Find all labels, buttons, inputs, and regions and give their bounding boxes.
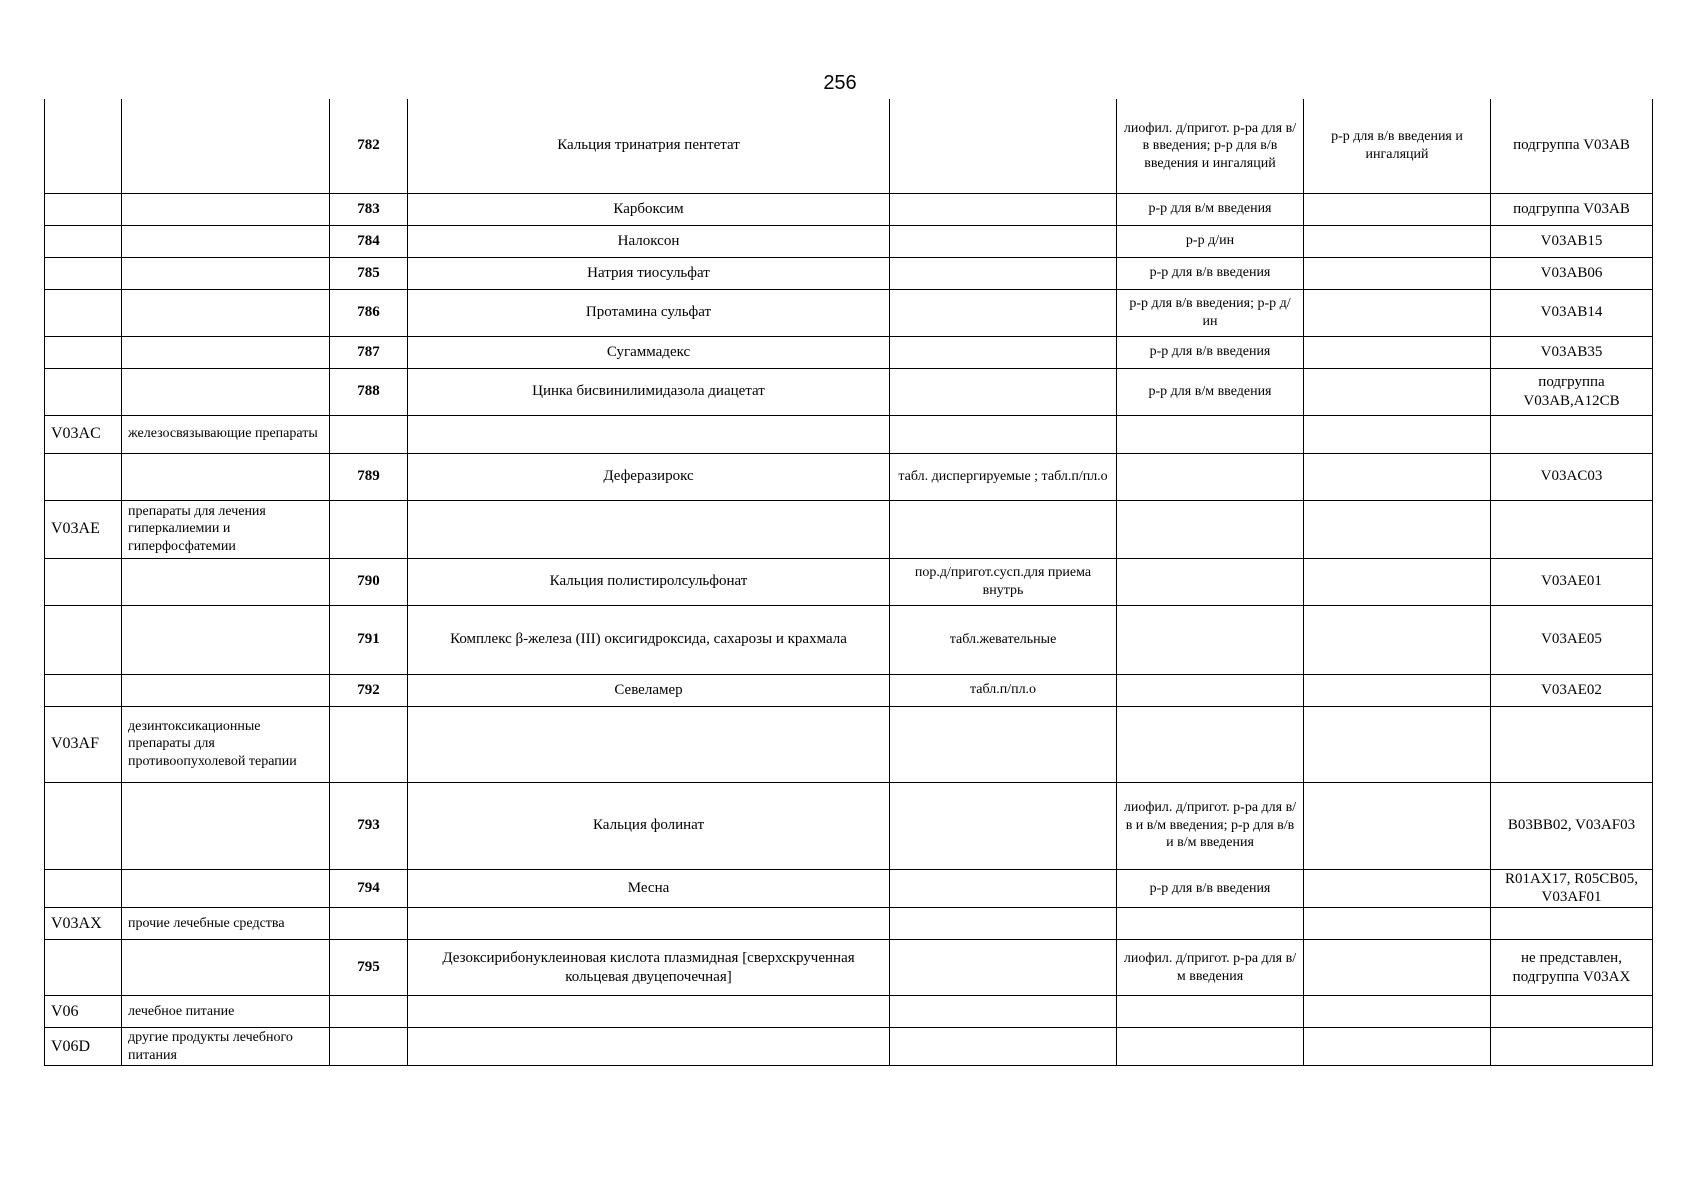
atc-code bbox=[1491, 500, 1653, 558]
table-row bbox=[45, 1028, 1653, 1066]
atc-group-name: дезинтоксикационные препараты для противоопухолевой терапии bbox=[122, 706, 330, 782]
atc-code: V03AE02 bbox=[1491, 674, 1653, 706]
drug-name: Кальция тринатрия пентетат bbox=[408, 99, 890, 193]
table-row bbox=[45, 193, 1653, 225]
atc-group-code bbox=[45, 605, 122, 674]
drug-name bbox=[408, 1028, 890, 1066]
dosage-form-3 bbox=[1304, 558, 1491, 605]
atc-group-name bbox=[122, 558, 330, 605]
atc-group-name: препараты для лечения гиперкалиемии и гиперфосфатемии bbox=[122, 500, 330, 558]
dosage-form-3 bbox=[1304, 415, 1491, 453]
item-number: 785 bbox=[330, 257, 408, 289]
atc-code: подгруппа V03AB bbox=[1491, 193, 1653, 225]
dosage-form bbox=[890, 289, 1117, 336]
atc-group-name: другие продукты лечебного питания bbox=[122, 1028, 330, 1066]
page-number: 256 bbox=[823, 72, 857, 94]
atc-code bbox=[1491, 706, 1653, 782]
atc-group-code bbox=[45, 225, 122, 257]
atc-group-code bbox=[45, 289, 122, 336]
drug-name: Кальция полистиролсульфонат bbox=[408, 558, 890, 605]
dosage-form bbox=[890, 99, 1117, 193]
dosage-form-2 bbox=[1117, 908, 1304, 940]
item-number bbox=[330, 1028, 408, 1066]
dosage-form-2 bbox=[1117, 1028, 1304, 1066]
dosage-form-3 bbox=[1304, 940, 1491, 996]
table-row bbox=[45, 706, 1653, 782]
atc-group-name bbox=[122, 225, 330, 257]
table-row bbox=[45, 500, 1653, 558]
dosage-form-2 bbox=[1117, 674, 1304, 706]
drug-name: Севеламер bbox=[408, 674, 890, 706]
table-row bbox=[45, 782, 1653, 869]
dosage-form-3 bbox=[1304, 908, 1491, 940]
dosage-form-2: р-р для в/в введения bbox=[1117, 257, 1304, 289]
dosage-form-3 bbox=[1304, 605, 1491, 674]
drug-name: Натрия тиосульфат bbox=[408, 257, 890, 289]
dosage-form bbox=[890, 415, 1117, 453]
dosage-form bbox=[890, 225, 1117, 257]
dosage-form bbox=[890, 782, 1117, 869]
dosage-form-3 bbox=[1304, 453, 1491, 500]
dosage-form-2: р-р для в/в введения; р-р д/ин bbox=[1117, 289, 1304, 336]
dosage-form-3 bbox=[1304, 225, 1491, 257]
table-row bbox=[45, 336, 1653, 368]
item-number: 788 bbox=[330, 368, 408, 415]
atc-code: R01AX17, R05CB05, V03AF01 bbox=[1491, 869, 1653, 908]
dosage-form-2 bbox=[1117, 453, 1304, 500]
drug-table bbox=[44, 99, 1653, 1066]
atc-group-name bbox=[122, 674, 330, 706]
dosage-form-2 bbox=[1117, 605, 1304, 674]
dosage-form: табл.жевательные bbox=[890, 605, 1117, 674]
dosage-form bbox=[890, 257, 1117, 289]
dosage-form: пор.д/пригот.сусп.для приема внутрь bbox=[890, 558, 1117, 605]
atc-group-name: железосвязывающие препараты bbox=[122, 415, 330, 453]
atc-group-code: V06 bbox=[45, 996, 122, 1028]
dosage-form-3 bbox=[1304, 674, 1491, 706]
item-number bbox=[330, 415, 408, 453]
table-row bbox=[45, 368, 1653, 415]
table-row bbox=[45, 605, 1653, 674]
atc-group-code bbox=[45, 674, 122, 706]
atc-group-name bbox=[122, 782, 330, 869]
dosage-form bbox=[890, 869, 1117, 908]
dosage-form-2 bbox=[1117, 558, 1304, 605]
atc-group-code: V03AE bbox=[45, 500, 122, 558]
atc-group-code bbox=[45, 869, 122, 908]
item-number: 791 bbox=[330, 605, 408, 674]
atc-group-code bbox=[45, 453, 122, 500]
drug-name bbox=[408, 500, 890, 558]
dosage-form-2 bbox=[1117, 415, 1304, 453]
atc-code: V03AC03 bbox=[1491, 453, 1653, 500]
atc-code: B03BB02, V03AF03 bbox=[1491, 782, 1653, 869]
item-number: 793 bbox=[330, 782, 408, 869]
atc-code bbox=[1491, 996, 1653, 1028]
atc-group-name bbox=[122, 869, 330, 908]
atc-code: подгруппа V03AB bbox=[1491, 99, 1653, 193]
item-number: 784 bbox=[330, 225, 408, 257]
dosage-form-3 bbox=[1304, 336, 1491, 368]
atc-group-name bbox=[122, 605, 330, 674]
item-number: 792 bbox=[330, 674, 408, 706]
atc-code bbox=[1491, 908, 1653, 940]
drug-name: Месна bbox=[408, 869, 890, 908]
table-row bbox=[45, 99, 1653, 193]
dosage-form bbox=[890, 706, 1117, 782]
table-row bbox=[45, 289, 1653, 336]
dosage-form-2: лиофил. д/пригот. р-ра для в/м введения bbox=[1117, 940, 1304, 996]
drug-name: Налоксон bbox=[408, 225, 890, 257]
dosage-form: табл. диспергируемые ; табл.п/пл.о bbox=[890, 453, 1117, 500]
atc-group-code bbox=[45, 368, 122, 415]
dosage-form bbox=[890, 1028, 1117, 1066]
atc-group-code: V03AX bbox=[45, 908, 122, 940]
dosage-form bbox=[890, 908, 1117, 940]
atc-code: V03AE05 bbox=[1491, 605, 1653, 674]
atc-group-name bbox=[122, 336, 330, 368]
dosage-form bbox=[890, 996, 1117, 1028]
dosage-form-3 bbox=[1304, 869, 1491, 908]
table-row bbox=[45, 225, 1653, 257]
atc-group-code bbox=[45, 336, 122, 368]
dosage-form-3 bbox=[1304, 500, 1491, 558]
atc-code: V03AB06 bbox=[1491, 257, 1653, 289]
table-row bbox=[45, 674, 1653, 706]
dosage-form-2 bbox=[1117, 500, 1304, 558]
dosage-form-3: р-р для в/в введения и ингаляций bbox=[1304, 99, 1491, 193]
atc-group-name bbox=[122, 99, 330, 193]
drug-name: Дезоксирибонуклеиновая кислота плазмидная [сверхскрученная кольцевая двуцепочечная] bbox=[408, 940, 890, 996]
drug-name bbox=[408, 706, 890, 782]
item-number: 795 bbox=[330, 940, 408, 996]
dosage-form-3 bbox=[1304, 368, 1491, 415]
dosage-form-3 bbox=[1304, 193, 1491, 225]
item-number bbox=[330, 996, 408, 1028]
table-row bbox=[45, 940, 1653, 996]
atc-group-name bbox=[122, 940, 330, 996]
atc-group-name: прочие лечебные средства bbox=[122, 908, 330, 940]
dosage-form-2: р-р д/ин bbox=[1117, 225, 1304, 257]
atc-group-name bbox=[122, 368, 330, 415]
table-row bbox=[45, 453, 1653, 500]
item-number: 789 bbox=[330, 453, 408, 500]
dosage-form-2: р-р для в/м введения bbox=[1117, 193, 1304, 225]
table-row bbox=[45, 908, 1653, 940]
atc-code bbox=[1491, 1028, 1653, 1066]
dosage-form-2: р-р для в/в введения bbox=[1117, 336, 1304, 368]
item-number: 783 bbox=[330, 193, 408, 225]
dosage-form bbox=[890, 500, 1117, 558]
atc-group-code: V03AF bbox=[45, 706, 122, 782]
drug-name bbox=[408, 908, 890, 940]
dosage-form bbox=[890, 336, 1117, 368]
dosage-form-3 bbox=[1304, 996, 1491, 1028]
atc-group-name bbox=[122, 193, 330, 225]
drug-name: Цинка бисвинилимидазола диацетат bbox=[408, 368, 890, 415]
table-row bbox=[45, 558, 1653, 605]
atc-code: V03AB15 bbox=[1491, 225, 1653, 257]
table-row bbox=[45, 996, 1653, 1028]
dosage-form-2: р-р для в/в введения bbox=[1117, 869, 1304, 908]
atc-group-code: V06D bbox=[45, 1028, 122, 1066]
table-body bbox=[45, 99, 1653, 1066]
item-number: 790 bbox=[330, 558, 408, 605]
drug-name: Карбоксим bbox=[408, 193, 890, 225]
drug-name: Деферазирокс bbox=[408, 453, 890, 500]
item-number bbox=[330, 500, 408, 558]
atc-group-code bbox=[45, 99, 122, 193]
atc-code: V03AB14 bbox=[1491, 289, 1653, 336]
dosage-form-3 bbox=[1304, 782, 1491, 869]
atc-code bbox=[1491, 415, 1653, 453]
dosage-form-2: лиофил. д/пригот. р-ра для в/в и в/м введения; р-р для в/в и в/м введения bbox=[1117, 782, 1304, 869]
drug-name bbox=[408, 415, 890, 453]
item-number: 787 bbox=[330, 336, 408, 368]
dosage-form-2: лиофил. д/пригот. р-ра для в/в введения; р-р для в/в введения и ингаляций bbox=[1117, 99, 1304, 193]
atc-group-name: лечебное питание bbox=[122, 996, 330, 1028]
drug-name: Комплекс β-железа (III) оксигидроксида, сахарозы и крахмала bbox=[408, 605, 890, 674]
dosage-form-2: р-р для в/м введения bbox=[1117, 368, 1304, 415]
atc-code: V03AB35 bbox=[1491, 336, 1653, 368]
item-number bbox=[330, 908, 408, 940]
dosage-form-3 bbox=[1304, 1028, 1491, 1066]
drug-name: Кальция фолинат bbox=[408, 782, 890, 869]
dosage-form-2 bbox=[1117, 706, 1304, 782]
drug-name: Протамина сульфат bbox=[408, 289, 890, 336]
item-number: 782 bbox=[330, 99, 408, 193]
dosage-form bbox=[890, 940, 1117, 996]
drug-name bbox=[408, 996, 890, 1028]
dosage-form: табл.п/пл.о bbox=[890, 674, 1117, 706]
atc-group-name bbox=[122, 257, 330, 289]
item-number: 794 bbox=[330, 869, 408, 908]
dosage-form bbox=[890, 368, 1117, 415]
table-row bbox=[45, 869, 1653, 908]
atc-code: подгруппа V03AB,A12CB bbox=[1491, 368, 1653, 415]
drug-name: Сугаммадекс bbox=[408, 336, 890, 368]
item-number bbox=[330, 706, 408, 782]
atc-group-code bbox=[45, 193, 122, 225]
dosage-form bbox=[890, 193, 1117, 225]
table-row bbox=[45, 415, 1653, 453]
atc-code: V03AE01 bbox=[1491, 558, 1653, 605]
atc-group-code bbox=[45, 782, 122, 869]
atc-group-code bbox=[45, 940, 122, 996]
atc-group-code bbox=[45, 558, 122, 605]
item-number: 786 bbox=[330, 289, 408, 336]
atc-group-name bbox=[122, 453, 330, 500]
dosage-form-3 bbox=[1304, 257, 1491, 289]
atc-code: не представлен, подгруппа V03AX bbox=[1491, 940, 1653, 996]
dosage-form-3 bbox=[1304, 289, 1491, 336]
dosage-form-3 bbox=[1304, 706, 1491, 782]
table-row bbox=[45, 257, 1653, 289]
atc-group-name bbox=[122, 289, 330, 336]
atc-group-code: V03AC bbox=[45, 415, 122, 453]
dosage-form-2 bbox=[1117, 996, 1304, 1028]
atc-group-code bbox=[45, 257, 122, 289]
